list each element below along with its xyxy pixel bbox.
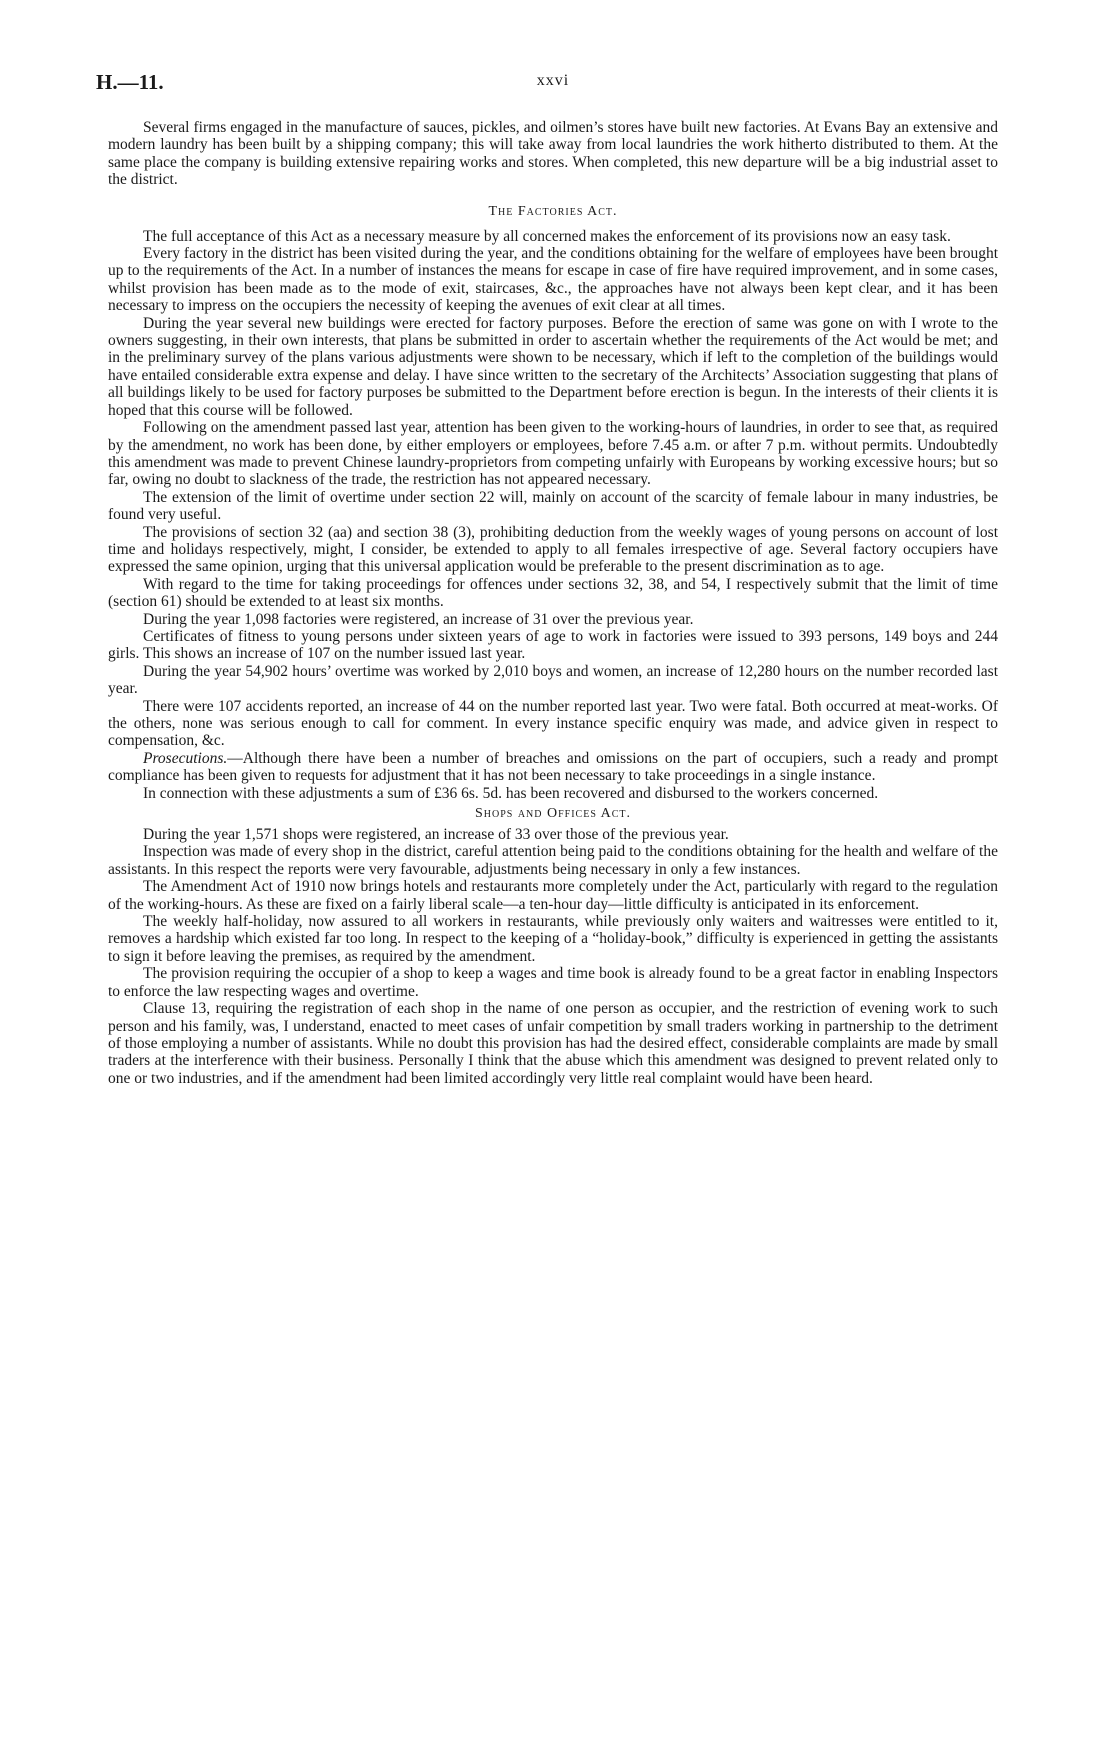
shops-paragraph-5: The provision requiring the occupier of a shop to keep a wages and time book is already found to be a great factor in enabling Inspectors to enforce the law respecting wages and overtime. — [108, 965, 998, 1000]
prosecutions-paragraph — [108, 750, 998, 785]
factories-paragraph-4: Following on the amendment passed last year, attention has been given to the working-hours of laundries, in order to see that, as required by the amendment, no work has been done, by either employers or employees, before 7.45 a.m. or after 7 p.m. without permits. Undoubtedly this amendment was made to prevent Chinese laundry-proprietors from competing unfairly with Europeans by working excessive hours; but so far, owing no doubt to slackness of the trade, the restriction has not appeared necessary. — [108, 419, 998, 489]
prosecutions-lead: Prosecutions. — [143, 749, 228, 767]
section-heading-shops-act: Shops and Offices Act. — [474, 806, 632, 822]
shops-paragraph-1: During the year 1,571 shops were registered, an increase of 33 over those of the previous year. — [143, 826, 729, 844]
shops-paragraph-6: Clause 13, requiring the registration of each shop in the name of one person as occupier, and the restriction of evening work to such person and his family, was, I understand, enacted to meet cases of unfair competition by small traders working in partnership to the detriment of those employing a number of assistants. While no doubt this provision has had the desired effect, considerable complaints are made by small traders at the interference with their business. Personally I think that the abuse which this amendment was designed to prevent related only to one or two industries, and if the amendment had been limited accordingly very little real complaint would have been heard. — [108, 1000, 998, 1087]
section-heading-factories-act: The Factories Act. — [488, 203, 618, 219]
page-header — [96, 70, 998, 100]
page-number: xxvi — [536, 72, 570, 89]
factories-paragraph-8: During the year 1,098 factories were registered, an increase of 31 over the previous year. — [143, 610, 694, 628]
factories-paragraph-2: Every factory in the district has been visited during the year, and the conditions obtaining for the welfare of employees have been brought up to the requirements of the Act. In a number of instances the means for escape in case of fire have required improvement, and in some cases, whilst provision has been made as to the mode of exit, staircases, &c., the approaches have not always been kept clear, and it has been necessary to impress on the occupiers the necessity of keeping the avenues of exit clear at all times. — [108, 245, 998, 315]
shops-paragraph-3: The Amendment Act of 1910 now brings hotels and restaurants more completely under the Act, particularly with regard to the regulation of the working-hours. As these are fixed on a fairly liberal scale—a ten-hour day—little difficulty is anticipated in its enforcement. — [108, 878, 998, 913]
document-body — [108, 119, 998, 1087]
factories-paragraph-1: The full acceptance of this Act as a necessary measure by all concerned makes the enforcement of its provisions now an easy task. — [143, 227, 951, 245]
factories-paragraph-6: The provisions of section 32 (aa) and section 38 (3), prohibiting deduction from the weekly wages of young persons on account of lost time and holidays respectively, might, I consider, be extended to apply to all females irrespective of age. Several factory occupiers have expressed the same opinion, urging that this universal application would be preferable to the present discrimination as to age. — [108, 523, 998, 576]
shops-paragraph-4: The weekly half-holiday, now assured to all workers in restaurants, while previously only waiters and waitresses were entitled to it, removes a hardship which existed far too long. In respect to the keeping of a “holiday-book,” difficulty is experienced in getting the assistants to sign it before leaving the premises, as required by the amendment. — [108, 913, 998, 965]
factories-paragraph-3: During the year several new buildings were erected for factory purposes. Before the erection of same was gone on with I wrote to the owners suggesting, in their own interests, that plans be submitted in order to ascertain whether the requirements of the Act would be met; and in the preliminary survey of the plans various adjustments were shown to be necessary, which if left to the completion of the buildings would have entailed considerable extra expense and delay. I have since written to the secretary of the Architects’ Association suggesting that plans of all buildings likely to be used for factory purposes be submitted to the Department before erection is begun. In the interests of their clients it is hoped that this course will be followed. — [108, 314, 998, 419]
document-page — [96, 70, 998, 1087]
factories-paragraph-7: With regard to the time for taking proceedings for offences under sections 32, 38, and 54, I respectively submit that the limit of time (section 61) should be extended to at least six months. — [108, 575, 998, 611]
intro-paragraph: Several firms engaged in the manufacture of sauces, pickles, and oilmen’s stores have built new factories. At Evans Bay an extensive and modern laundry has been built by a shipping company; this will take away from local laundries the work hitherto distributed to them. At the same place the company is building extensive repairing works and stores. When completed, this new departure will be a big industrial asset to the district. — [108, 119, 998, 189]
factories-closing-paragraph: In connection with these adjustments a sum of £36 6s. 5d. has been recovered and disbursed to the workers concerned. — [143, 784, 879, 802]
factories-paragraph-10: During the year 54,902 hours’ overtime was worked by 2,010 boys and women, an increase of 12,280 hours on the number recorded last year. — [108, 662, 998, 698]
document-code: H.—11. — [96, 70, 164, 94]
factories-paragraph-11: There were 107 accidents reported, an increase of 44 on the number reported last year. Two were fatal. Both occurred at meat-works. Of the others, none was serious enough to call for comment. In every instance specific enquiry was made, and advice given in respect to compensation, &c. — [108, 697, 998, 750]
prosecutions-text: —Although there have been a number of breaches and omissions on the part of occupiers, such a ready and prompt compliance has been given to requests for adjustment that it has not been necessary to take proceedings in a single instance. — [108, 749, 998, 785]
shops-paragraph-2: Inspection was made of every shop in the district, careful attention being paid to the conditions obtaining for the health and welfare of the assistants. In this respect the reports were very favourable, adjustments being necessary in only a few instances. — [108, 843, 998, 878]
factories-paragraph-9: Certificates of fitness to young persons under sixteen years of age to work in factories were issued to 393 persons, 149 boys and 244 girls. This shows an increase of 107 on the number issued last year. — [108, 627, 998, 663]
factories-paragraph-5: The extension of the limit of overtime under section 22 will, mainly on account of the scarcity of female labour in many industries, be found very useful. — [108, 488, 998, 524]
